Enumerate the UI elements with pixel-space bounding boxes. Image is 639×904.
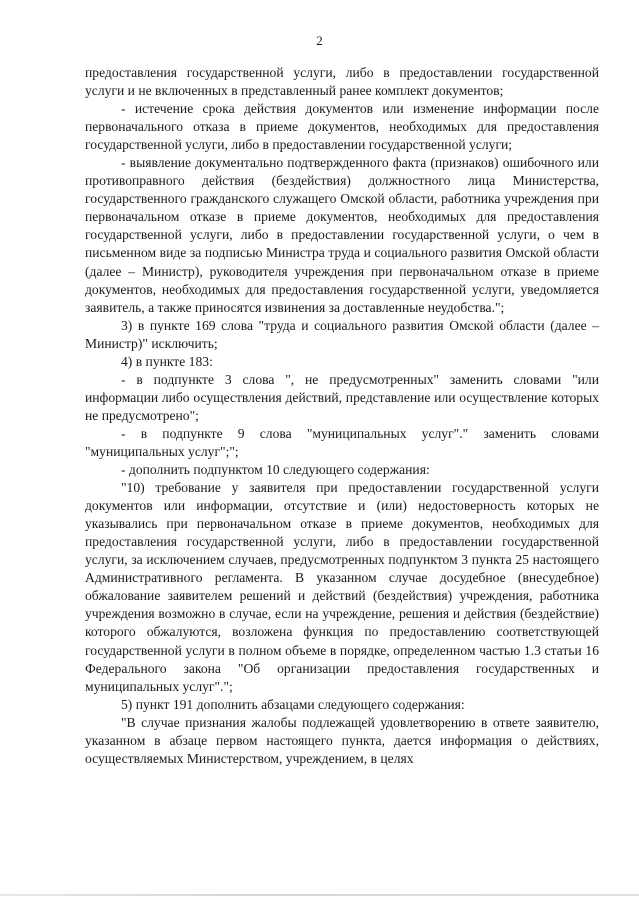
paragraph: предоставления государственной услуги, либо в предоставлении государственной услуги и не включенных в представленный ранее комплект документов; <box>85 65 599 99</box>
paragraph: 4) в пункте 183: <box>121 353 213 369</box>
paragraph: 3) в пункте 169 слова "труда и социального развития Омской области (далее – Министр)" исключить; <box>85 317 599 351</box>
paragraph-last: "В случае признания жалобы подлежащей удовлетворению в ответе заявителю, указанном в абзаце первом настоящего пункта, дается информация о действиях, осуществляемых Министерством, учреждением, в целях <box>85 714 599 766</box>
paragraph: "10) требование у заявителя при предоставлении государственной услуги документов или информации, отсутствие и (или) недостоверность которых не указывались при первоначальном отказе в приеме документов, необходимых для предоставления государственной услуги, либо в предоставлении государственной услуги, за исключением случаев, предусмотренных подпунктом 3 пункта 25 настоящего Административного регламента. В указанном случае досудебное (внесудебное) обжалование заявителем решений и действий (бездействия) учреждения, работника учреждения возможно в случае, если на учреждение, решения и действия (бездействие) которого обжалуются, возложена функция по предоставлению соответствующей государственной услуги в полном объеме в порядке, определенном частью 1.3 статьи 16 Федерального закона "Об организации предоставления государственных и муниципальных услуг"."; <box>85 480 599 694</box>
paragraph: 5) пункт 191 дополнить абзацами следующего содержания: <box>121 696 465 712</box>
paragraph: - в подпункте 3 слова ", не предусмотренных" заменить словами "или информации либо осуществления действий, представление или осуществление которых не предусмотрено"; <box>85 371 599 423</box>
scan-edge-line <box>0 894 639 896</box>
paragraph: - истечение срока действия документов или изменение информации после первоначального отказа в приеме документов, необходимых для предоставления государственной услуги, либо в предоставлении государственной услуги; <box>85 101 599 153</box>
paragraph: - дополнить подпунктом 10 следующего содержания: <box>121 462 430 478</box>
paragraph: - в подпункте 9 слова "муниципальных услуг"." заменить словами "муниципальных услуг";"; <box>85 425 599 459</box>
paragraph: - выявление документально подтвержденного факта (признаков) ошибочного или противоправного действия (бездействия) должностного лица Министерства, государственного гражданского служащего Омской области, работника учреждения при первоначальном отказе в приеме документов, необходимых для предоставления государственной услуги, либо в предоставлении государственной услуги, о чем в письменном виде за подписью Министра труда и социального развития Омской области (далее – Министр), руководителя учреждения при первоначальном отказе в приеме документов, необходимых для предоставления государственной услуги, уведомляется заявитель, а также приносятся извинения за доставленные неудобства."; <box>85 155 599 315</box>
document-body <box>85 64 599 768</box>
page-number: 2 <box>316 33 323 48</box>
